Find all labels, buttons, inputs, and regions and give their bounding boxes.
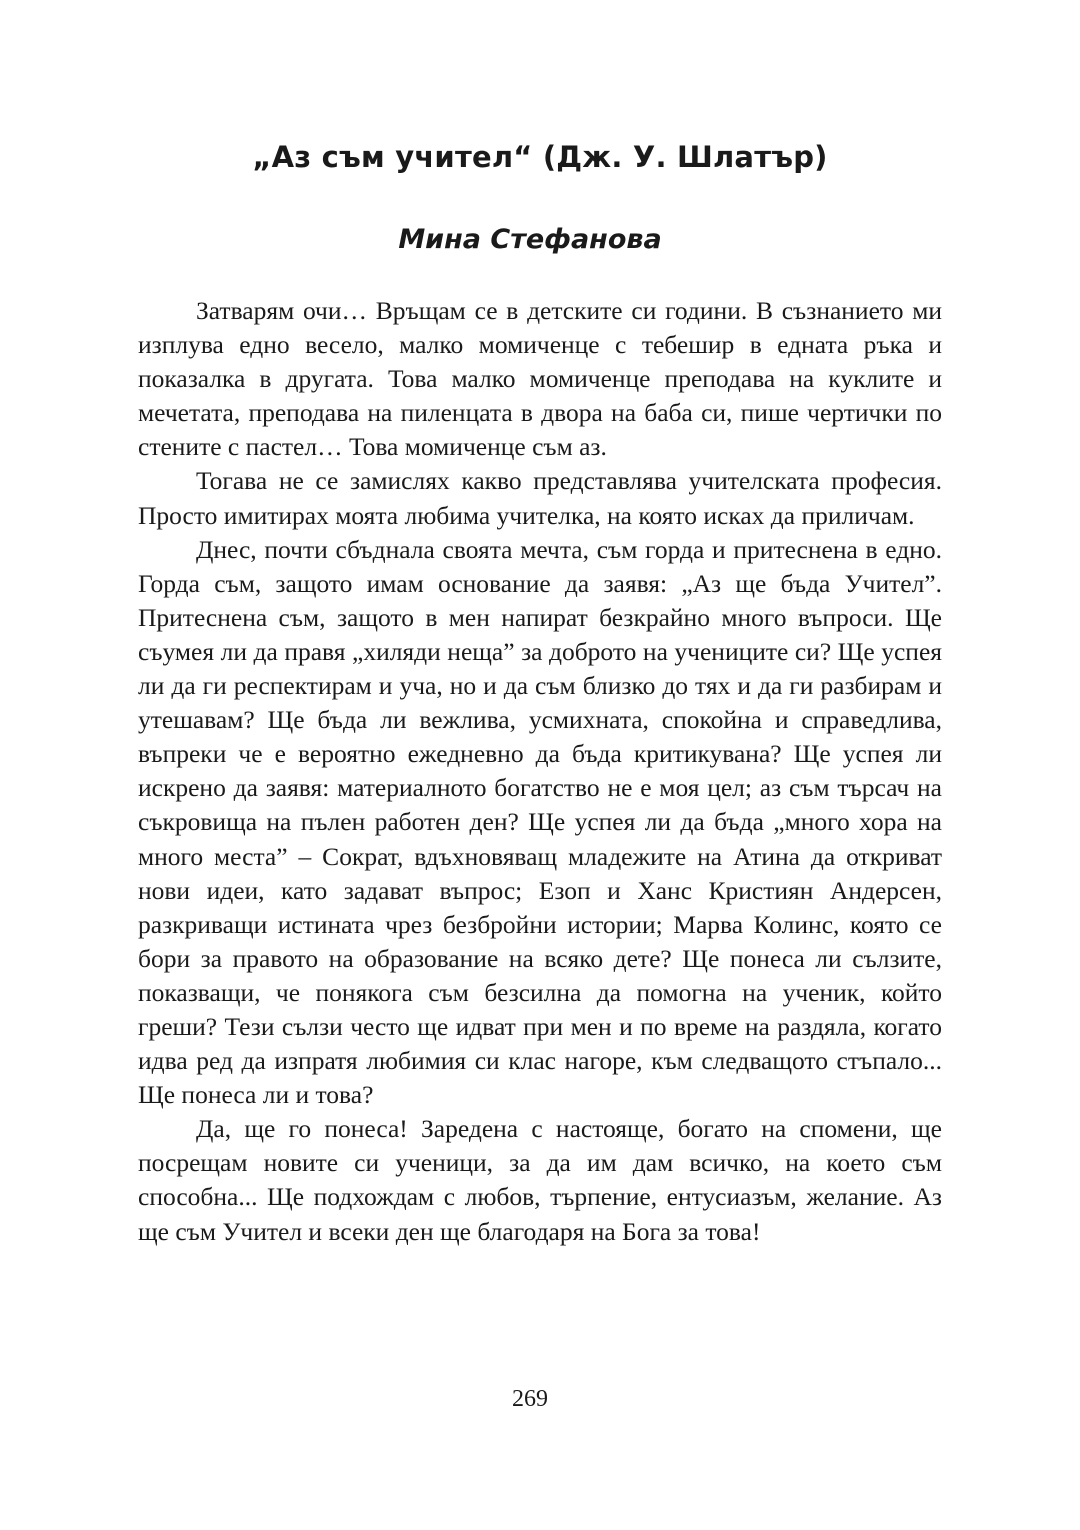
paragraph: Тогава не се замислях какво представлява учителската професия. Просто имитирах моята любима учителка, на която исках да приличам.	[138, 466, 942, 530]
paragraph: Да, ще го понеса! Заредена с настояще, богато на спомени, ще посрещам новите си ученици, за да им дам всичко, на което съм способна... Ще подхождам с любов, търпение, ентусиазъм, желание. Аз ще съм Учител и всеки ден ще благодаря на Бога за това!	[138, 1114, 942, 1246]
page-title: „Аз съм учител“ (Дж. У. Шлатър)	[252, 140, 828, 174]
page-number: 269	[512, 1386, 548, 1412]
author-name: Мина Стефанова	[398, 224, 662, 255]
paragraph: Затварям очи… Връщам се в детските си години. В съзнанието ми изплува едно весело, малко момиченце с тебешир в едната ръка и показалка в другата. Това малко момиченце преподава на куклите и мечетата, преподава на пиленцата в двора на баба си, пише чертички по стените с пастел… Това момиченце съм аз.	[138, 296, 942, 462]
article-body	[138, 294, 942, 1249]
paragraph: Днес, почти сбъднала своята мечта, съм горда и притеснена в едно. Горда съм, защото имам основание да заявя: „Аз ще бъда Учител”. Притеснена съм, защото в мен напират безкрайно много въпроси. Ще съумея ли да правя „хиляди неща” за доброто на учениците си? Ще успея ли да ги респектирам и уча, но и да съм близко до тях и да ги разбирам и утешавам? Ще бъда ли вежлива, усмихната, спокойна и справедлива, въпреки че е вероятно ежедневно да бъда критикувана? Ще успея ли искрено да заявя: материалното богатство не е моя цел; аз съм търсач на съкровища на пълен работен ден? Ще успея ли да бъда „много хора на много места” – Сократ, вдъхновяващ младежите на Атина да откриват нови идеи, като задават въпрос; Езоп и Ханс Кристиян Андерсен, разкриващи истината чрез безбройни истории; Марва Колинс, която се бори за правото на образование на всяко дете? Ще понеса ли сълзите, показващи, че понякога съм безсилна да помогна на ученик, който греши? Тези сълзи често ще идват при мен и по време на раздяла, когато идва ред да изпратя любимия си клас нагоре, към следващото стъпало... Ще понеса ли и това?	[138, 534, 942, 1110]
